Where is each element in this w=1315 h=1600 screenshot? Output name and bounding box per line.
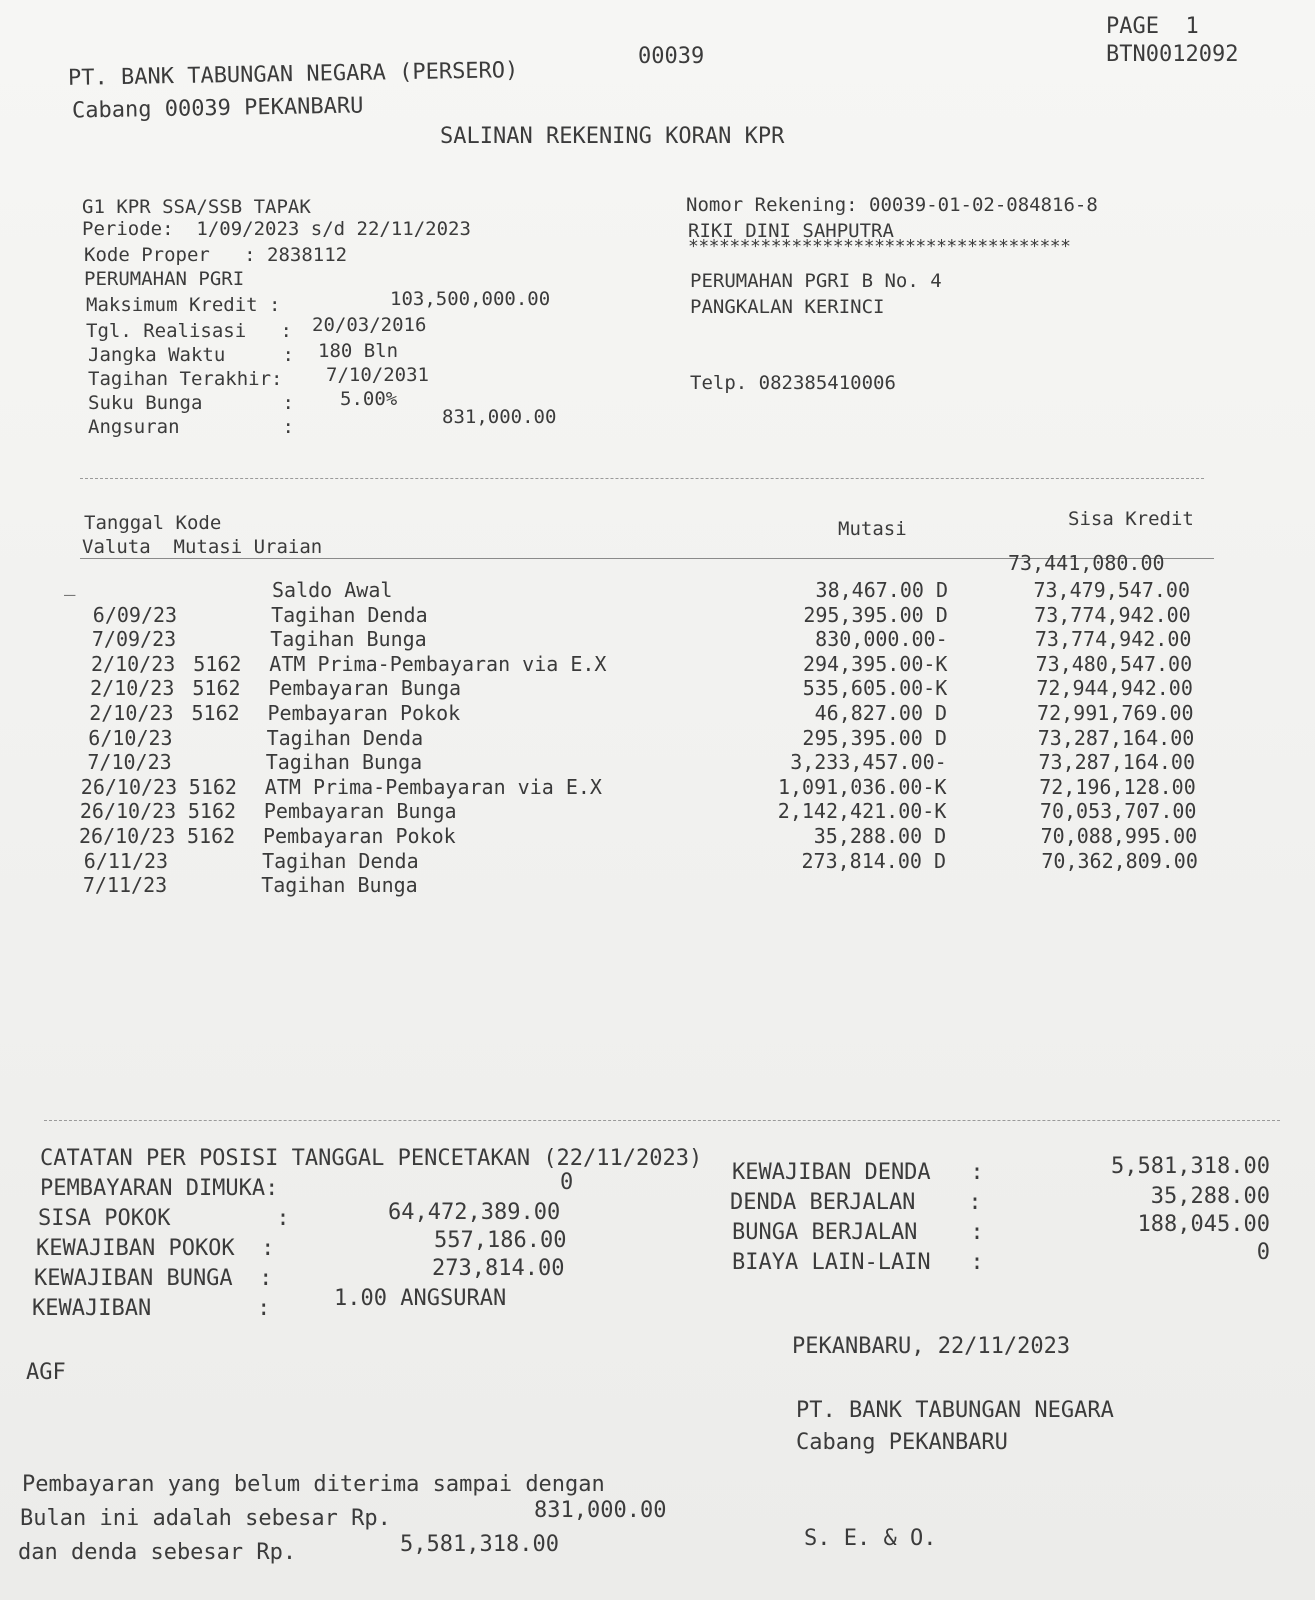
row-description: ATM Prima-Pembayaran via E.X (269, 651, 607, 676)
row-mutasi: 38,467.00 D (815, 578, 948, 602)
row-description: Pembayaran Bunga (268, 676, 462, 701)
row-description: Tagihan Bunga (270, 627, 427, 652)
kode-proper: Kode Proper : 2838112 (84, 244, 348, 266)
row-mutasi: 830,000.00- (815, 627, 948, 652)
note-line-1: Pembayaran yang belum diterima sampai dengan (22, 1472, 605, 1497)
account-holder: RIKI DINI SAHPUTRA (688, 220, 894, 242)
row-date: 6/11/23 (83, 848, 169, 873)
pembayaran-value: 0 (560, 1170, 574, 1195)
doc-title: SALINAN REKENING KORAN KPR (440, 124, 785, 149)
row-description: Saldo Awal (272, 578, 393, 602)
opening-sisa-kredit: 73,441,080.00 (1008, 551, 1165, 575)
row-mutasi: 2,142,421.00-K (777, 799, 947, 824)
kewajiban-denda-value: 5,581,318.00 (1111, 1154, 1270, 1179)
jangka-label: Jangka Waktu : (88, 344, 294, 366)
row-date: 2/10/23 (91, 651, 176, 676)
row-kode: 5162 (193, 651, 242, 676)
table-row (0, 701, 1315, 725)
row-description: Pembayaran Bunga (263, 799, 457, 824)
row-kode: 5162 (187, 824, 236, 848)
perumahan: PERUMAHAN PGRI (84, 268, 245, 290)
row-date: 7/09/23 (91, 627, 177, 652)
masked-line: ************************************* (688, 236, 1071, 257)
head-mutasi: Mutasi (838, 518, 907, 540)
row-kode: 5162 (191, 701, 240, 725)
row-sisa-kredit: 70,362,809.00 (1041, 848, 1198, 873)
divider-top (80, 478, 1204, 479)
row-kode: 5162 (187, 799, 237, 824)
row-sisa-kredit: 73,774,942.00 (1034, 602, 1191, 627)
row-description: Tagihan Denda (266, 725, 424, 750)
address-line-1: PERUMAHAN PGRI B No. 4 (690, 270, 942, 292)
kewajiban-pokok-label: KEWAJIBAN POKOK : (36, 1236, 275, 1261)
table-row (0, 824, 1315, 848)
jangka-value: 180 Bln (318, 340, 399, 362)
row-date: 2/10/23 (89, 701, 174, 725)
table-row (0, 799, 1315, 823)
row-sisa-kredit: 73,774,942.00 (1034, 627, 1192, 652)
row-mutasi: 295,395.00 D (802, 725, 947, 750)
row-sisa-kredit: 73,287,164.00 (1037, 725, 1195, 750)
row-sisa-kredit: 73,287,164.00 (1038, 750, 1196, 775)
bank-name: PT. BANK TABUNGAN NEGARA (PERSERO) (67, 58, 519, 91)
row-description: Tagihan Bunga (265, 750, 423, 775)
table-row (0, 750, 1315, 774)
kewajiban-pokok-value: 557,186.00 (434, 1228, 567, 1253)
row-mutasi: 273,814.00 D (801, 848, 947, 873)
denda-berjalan-label: DENDA BERJALAN : (730, 1190, 982, 1215)
row-mutasi: 535,605.00-K (802, 676, 948, 701)
suku-label: Suku Bunga : (88, 392, 294, 414)
biaya-lain-value: 0 (1256, 1240, 1270, 1265)
note-line-2-label: Bulan ini adalah sebesar Rp. (20, 1506, 391, 1531)
table-row (0, 676, 1315, 700)
row-description: ATM Prima-Pembayaran via E.X (264, 774, 602, 799)
product-name: G1 KPR SSA/SSB TAPAK (82, 196, 311, 218)
row-date: 26/10/23 (79, 799, 177, 824)
pembayaran-label: PEMBAYARAN DIMUKA: (40, 1176, 279, 1201)
branch-line: Cabang 00039 PEKANBARU (71, 93, 364, 124)
doc-code: BTN0012092 (1106, 42, 1239, 67)
angsuran-label: Angsuran : (88, 416, 294, 438)
kewajiban-bunga-value: 273,814.00 (432, 1256, 565, 1281)
periode: Periode: 1/09/2023 s/d 22/11/2023 (82, 218, 471, 240)
row-date: 6/10/23 (88, 725, 173, 750)
catatan: CATATAN PER POSISI TANGGAL PENCETAKAN (22/11/2023) (40, 1146, 703, 1171)
branch-code: 00039 (638, 44, 705, 69)
table-row (0, 652, 1315, 676)
row-dash-mark: _ (64, 574, 76, 596)
table-row (0, 849, 1315, 873)
row-sisa-kredit: 72,196,128.00 (1039, 774, 1196, 799)
table-row (0, 603, 1315, 627)
tgl-realisasi-label: Tgl. Realisasi : (86, 320, 292, 342)
note-line-2-value: 831,000.00 (534, 1498, 667, 1523)
head-valuta: Valuta Mutasi Uraian (82, 536, 323, 558)
tagihan-label: Tagihan Terakhir: (88, 368, 283, 390)
kewajiban-label: KEWAJIBAN : (32, 1296, 271, 1321)
address-line-2: PANGKALAN KERINCI (690, 296, 885, 318)
row-kode: 5162 (188, 774, 237, 799)
row-sisa-kredit: 73,479,547.00 (1033, 578, 1190, 602)
row-date: 2/10/23 (90, 676, 175, 701)
place-date: PEKANBARU, 22/11/2023 (792, 1334, 1071, 1359)
row-mutasi: 294,395.00-K (802, 651, 948, 676)
kewajiban-value: 1.00 ANGSURAN (334, 1286, 507, 1311)
row-date: 26/10/23 (79, 824, 176, 848)
biaya-lain-label: BIAYA LAIN-LAIN : (732, 1250, 984, 1275)
suku-value: 5.00% (340, 388, 398, 410)
row-mutasi: 295,395.00 D (803, 602, 948, 627)
row-mutasi: 35,288.00 D (813, 824, 947, 848)
note-line-3-value: 5,581,318.00 (400, 1532, 559, 1557)
row-mutasi: 3,233,457.00- (790, 750, 947, 775)
head-tanggal: Tanggal Kode (84, 512, 222, 534)
seo-mark: S. E. & O. (804, 1526, 937, 1551)
telephone: Telp. 082385410006 (690, 372, 896, 394)
row-description: Tagihan Bunga (261, 873, 418, 898)
row-sisa-kredit: 72,991,769.00 (1037, 701, 1194, 725)
row-date: 7/10/23 (87, 750, 172, 775)
tgl-realisasi-value: 20/03/2016 (312, 314, 427, 336)
row-date: 7/11/23 (82, 873, 168, 898)
table-row (0, 775, 1315, 799)
agf-mark: AGF (26, 1360, 66, 1385)
row-description: Pembayaran Pokok (267, 701, 461, 725)
maksimum-value: 103,500,000.00 (390, 288, 551, 310)
nomor-rekening: Nomor Rekening: 00039-01-02-084816-8 (686, 194, 1098, 216)
page-label: PAGE 1 (1106, 14, 1199, 39)
angsuran-value: 831,000.00 (442, 406, 557, 428)
row-description: Pembayaran Pokok (263, 824, 456, 848)
tagihan-value: 7/10/2031 (326, 364, 429, 386)
sign-branch: Cabang PEKANBARU (796, 1430, 1008, 1455)
table-row (0, 726, 1315, 750)
row-description: Tagihan Denda (262, 848, 419, 873)
kewajiban-denda-label: KEWAJIBAN DENDA : (732, 1160, 984, 1185)
sisa-pokok-value: 64,472,389.00 (388, 1200, 561, 1225)
head-sisa-kredit: Sisa Kredit (1068, 508, 1194, 530)
bunga-berjalan-label: BUNGA BERJALAN : (732, 1220, 984, 1245)
row-mutasi: 46,827.00 D (814, 701, 948, 725)
divider-summary (44, 1120, 1280, 1121)
table-row (0, 873, 1315, 897)
row-date: 26/10/23 (80, 774, 178, 799)
table-row (0, 578, 1315, 602)
sign-bank: PT. BANK TABUNGAN NEGARA (796, 1398, 1114, 1423)
row-description: Tagihan Denda (271, 602, 428, 627)
row-sisa-kredit: 72,944,942.00 (1036, 676, 1193, 701)
row-kode: 5162 (192, 676, 241, 701)
sisa-pokok-label: SISA POKOK : (38, 1206, 290, 1231)
row-sisa-kredit: 70,053,707.00 (1039, 799, 1197, 824)
row-date: 6/09/23 (92, 602, 178, 627)
denda-berjalan-value: 35,288.00 (1150, 1184, 1270, 1209)
row-mutasi: 1,091,036.00-K (777, 774, 947, 799)
bunga-berjalan-value: 188,045.00 (1137, 1212, 1270, 1237)
kewajiban-bunga-label: KEWAJIBAN BUNGA : (34, 1266, 273, 1291)
row-sisa-kredit: 70,088,995.00 (1040, 824, 1198, 848)
maksimum-label: Maksimum Kredit : (86, 294, 281, 316)
row-sisa-kredit: 73,480,547.00 (1035, 651, 1193, 676)
table-row (0, 627, 1315, 651)
note-line-3-label: dan denda sebesar Rp. (18, 1540, 297, 1565)
